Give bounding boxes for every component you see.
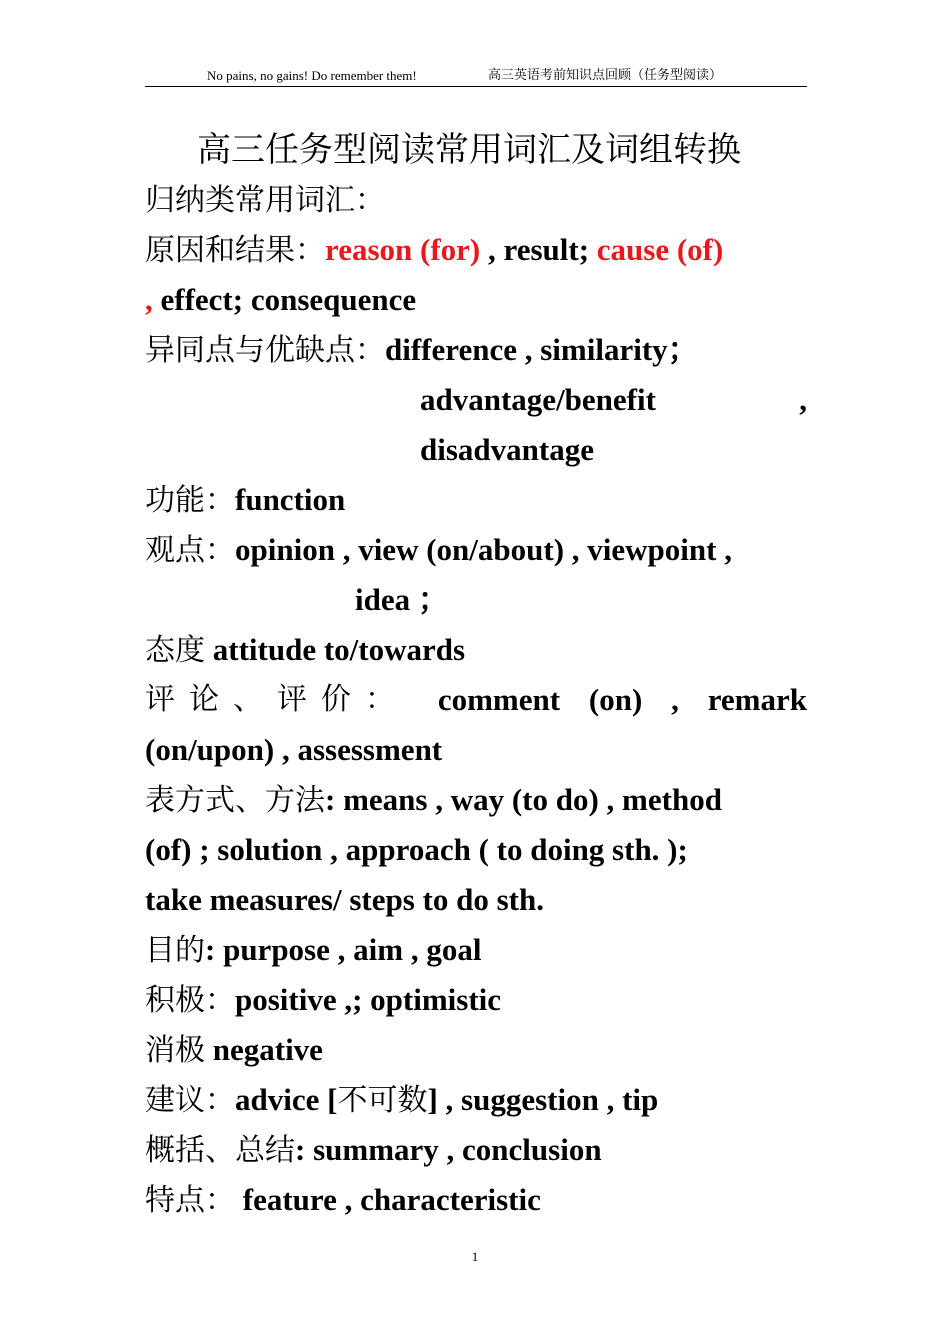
- line-cn: 积极：: [145, 983, 235, 1018]
- line-en: negative: [205, 1032, 323, 1067]
- line-en: effect; consequence: [152, 282, 417, 317]
- line-en: feature , characteristic: [235, 1182, 541, 1217]
- line-cause-result-cont: [145, 275, 807, 325]
- header-motto: No pains, no gains! Do remember them!: [207, 68, 417, 83]
- line-differences: [145, 325, 807, 375]
- line-en: ] , suggestion , tip: [427, 1082, 659, 1117]
- page-number: 1: [471, 1249, 479, 1264]
- line-comment: [145, 675, 807, 725]
- line-feature: [145, 1175, 807, 1225]
- line-category-heading: [145, 175, 807, 225]
- line-method: [145, 775, 807, 825]
- line-opinion: [145, 525, 807, 575]
- line-attitude: [145, 625, 807, 675]
- line-advantages: [145, 375, 807, 425]
- line-cn: 功能：: [145, 483, 235, 518]
- line-cn: 异同点与优缺点：: [145, 333, 385, 368]
- line-en: (of) ; solution , approach ( to doing sth. );: [145, 832, 688, 867]
- line-function: [145, 475, 807, 525]
- line-en: (on): [588, 682, 643, 717]
- line-en: function: [235, 482, 346, 517]
- line-cn: 建议：: [145, 1083, 235, 1118]
- line-cn-inline: 不可数: [337, 1083, 428, 1118]
- line-en: take measures/ steps to do sth.: [145, 882, 544, 917]
- line-en: advantage/benefit: [420, 382, 656, 417]
- line-cn: 态度: [145, 633, 205, 668]
- line-cn: 特点：: [145, 1183, 235, 1218]
- line-cn: 评论、评价：: [145, 682, 409, 717]
- page-header: [145, 66, 807, 87]
- line-en: , result;: [480, 232, 597, 267]
- red-term: reason (for): [325, 232, 481, 267]
- header-subject: 高三英语考前知识点回顾（任务型阅读）: [488, 68, 723, 83]
- line-en: disadvantage: [420, 432, 594, 467]
- red-term: cause (of): [596, 232, 724, 267]
- line-idea: [145, 575, 807, 625]
- line-summary: [145, 1125, 807, 1175]
- line-cn: 观点：: [145, 533, 235, 568]
- line-cn: 消极: [145, 1033, 205, 1068]
- vocabulary-list: [145, 175, 807, 1225]
- line-en: : purpose , aim , goal: [205, 932, 482, 967]
- line-en: opinion , view (on/about) , viewpoint ,: [235, 532, 732, 567]
- line-en: (on/upon) , assessment: [145, 732, 443, 767]
- red-comma: ,: [145, 282, 153, 317]
- line-en: positive ,; optimistic: [235, 982, 502, 1017]
- line-cn: 表方式、方法: [145, 783, 325, 818]
- line-en: attitude to/towards: [205, 632, 466, 667]
- page-title: 高三任务型阅读常用词汇及词组转换: [197, 130, 741, 170]
- line-cn: 归纳类常用词汇：: [145, 183, 385, 218]
- line-en: advice [: [235, 1082, 338, 1117]
- line-en: difference , similarity；: [385, 332, 699, 367]
- line-en: ,: [671, 682, 679, 717]
- line-cause-result: [145, 225, 807, 275]
- line-measures: [145, 875, 807, 925]
- line-positive: [145, 975, 807, 1025]
- line-negative: [145, 1025, 807, 1075]
- line-en: : means , way (to do) , method: [325, 782, 722, 817]
- line-cn: 概括、总结: [145, 1133, 295, 1168]
- line-cn: 目的: [145, 933, 205, 968]
- line-en: remark: [707, 682, 807, 717]
- line-en: idea ；: [355, 582, 449, 617]
- line-en: comment: [437, 682, 561, 717]
- line-advice: [145, 1075, 807, 1125]
- line-cn: 原因和结果：: [145, 233, 325, 268]
- line-assessment: [145, 725, 807, 775]
- line-en: : summary , conclusion: [295, 1132, 602, 1167]
- line-en-end: ,: [799, 382, 807, 417]
- line-disadvantage: [145, 425, 807, 475]
- line-solution: [145, 825, 807, 875]
- line-purpose: [145, 925, 807, 975]
